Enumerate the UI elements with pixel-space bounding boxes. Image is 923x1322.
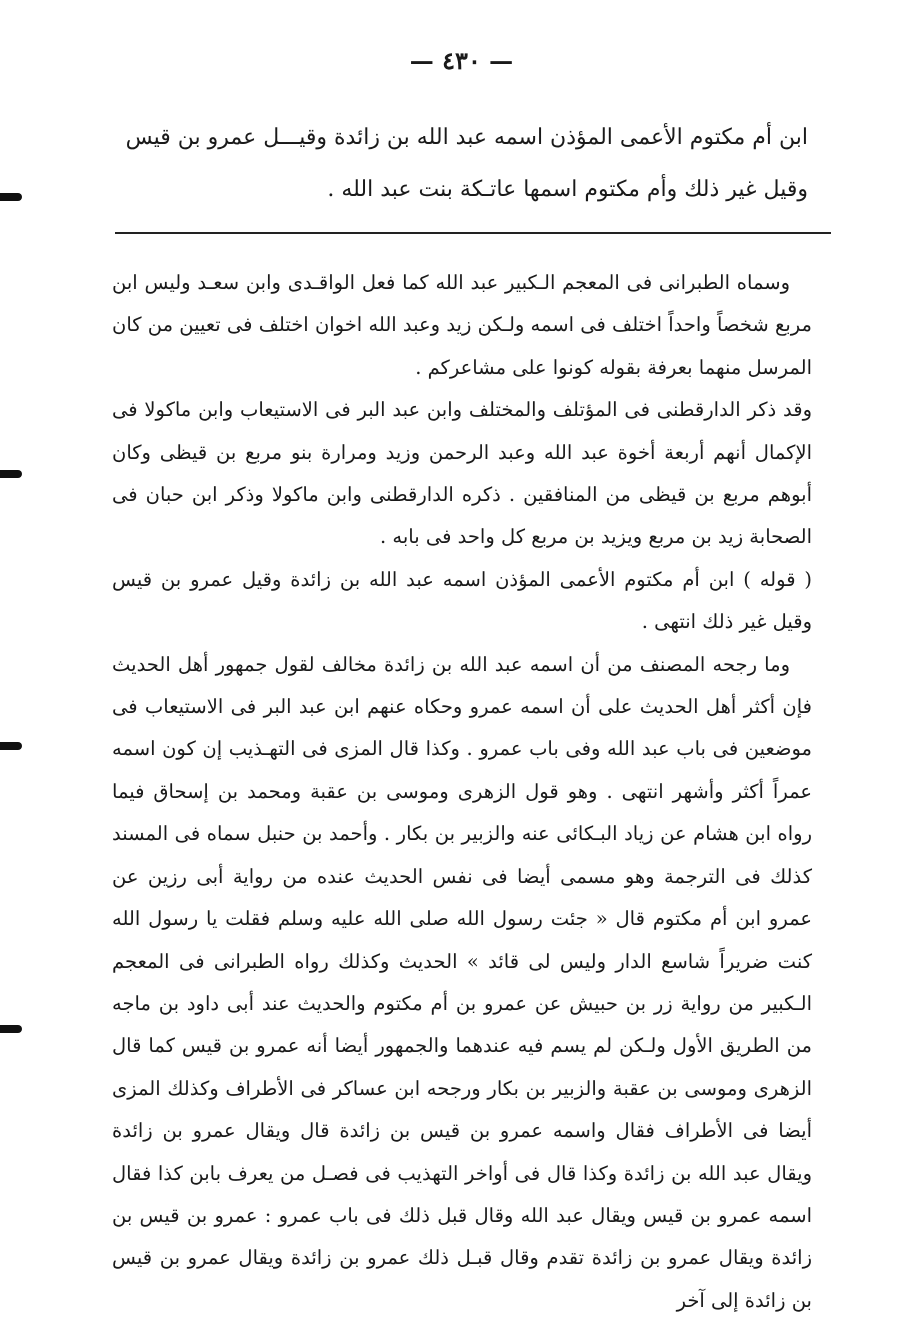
commentary: [112, 262, 812, 1322]
binding-mark: [0, 1025, 22, 1033]
commentary-paragraph: وما رجحه المصنف من أن اسمه عبد الله بن زائدة مخالف لقول جمهور أهل الحديث فإن أكثر أهل الحديث على أن اسمه عمرو وحكاه عنهم ابن عبد البر فى الاستيعاب فى موضعين فى باب عبد الله وفى باب عمرو . وكذا قال المزى فى التهـذيب إن كون اسمه عمراً أكثر وأشهر انتهى . وهو قول الزهرى وموسى بن عقبة ومحمد بن إسحاق فيما رواه ابن هشام عن زياد البـكائى عنه والزبير بن بكار . وأحمد بن حنبل سماه فى المسند كذلك فى الترجمة وهو مسمى أيضا فى نفس الحديث عنده من رواية أبى رزين عن عمرو ابن أم مكتوم قال « جئت رسول الله صلى الله عليه وسلم فقلت يا رسول الله كنت ضريراً شاسع الدار وليس لى قائد » الحديث وكذلك رواه الطبرانى فى المعجم الـكبير من رواية زر بن حبيش عن عمرو بن أم مكتوم والحديث عند أبى داود بن ماجه من الطريق الأول ولـكن لم يسم فيه عندهما والجمهور أيضا أنه عمرو بن قيس كما قال الزهرى وموسى بن عقبة والزبير بن بكار ورجحه ابن عساكر فى الأطراف وكذلك المزى أيضا فى الأطراف فقال واسمه عمرو بن قيس بن زائدة قال ويقال عمرو بن زائدة ويقال عبد الله بن زائدة وكذا قال فى أواخر التهذيب فى فصـل من يعرف بابن كذا فقال اسمه عمرو بن قيس ويقال عبد الله وقال قبل ذلك فى باب عمرو : عمرو بن قيس بن زائدة ويقال عمرو بن زائدة تقدم وقال قبـل ذلك عمرو بن زائدة ويقال عمرو بن قيس بن زائدة إلى آخر: [112, 652, 812, 1312]
commentary-paragraph: وقد ذكر الدارقطنى فى المؤتلف والمختلف وابن عبد البر فى الاستيعاب وابن ماكولا فى الإكمال أنهم أربعة أخوة عبد الله وعبد الرحمن وزيد ومرارة بنو مربع بن قيظى وكان أبوهم مربع بن قيظى من المنافقين . ذكره الدارقطنى وابن ماكولا وذكر ابن حبان فى الصحابة زيد بن مربع ويزيد بن مربع كل واحد فى بابه .: [112, 398, 812, 549]
binding-mark: [0, 742, 22, 750]
commentary-paragraph: وسماه الطبرانى فى المعجم الـكبير عبد الله كما فعل الواقـدى وابن سعـد وليس ابن مربع شخصاً واحداً اختلف فى اسمه ولـكن زيد وعبد الله اخوان اختلف فى تعيين من كان المرسل منهما بعرفة بقوله كونوا على مشاعركم .: [112, 271, 812, 379]
binding-mark: [0, 470, 22, 478]
main-text: [118, 112, 808, 216]
main-text-line: ابن أم مكتوم الأعمى المؤذن اسمه عبد الله بن زائدة وقيـــل عمرو بن قيس: [125, 125, 808, 150]
page-number: — ٤٣٠ —: [409, 46, 514, 75]
binding-mark: [0, 193, 22, 201]
commentary-paragraph: ( قوله ) ابن أم مكتوم الأعمى المؤذن اسمه عبد الله بن زائدة وقيل عمرو بن قيس وقيل غير ذلك انتهى .: [112, 567, 812, 634]
main-text-line: وقيل غير ذلك وأم مكتوم اسمها عاتـكة بنت عبد الله .: [327, 177, 808, 202]
footnote-divider: [115, 232, 831, 234]
